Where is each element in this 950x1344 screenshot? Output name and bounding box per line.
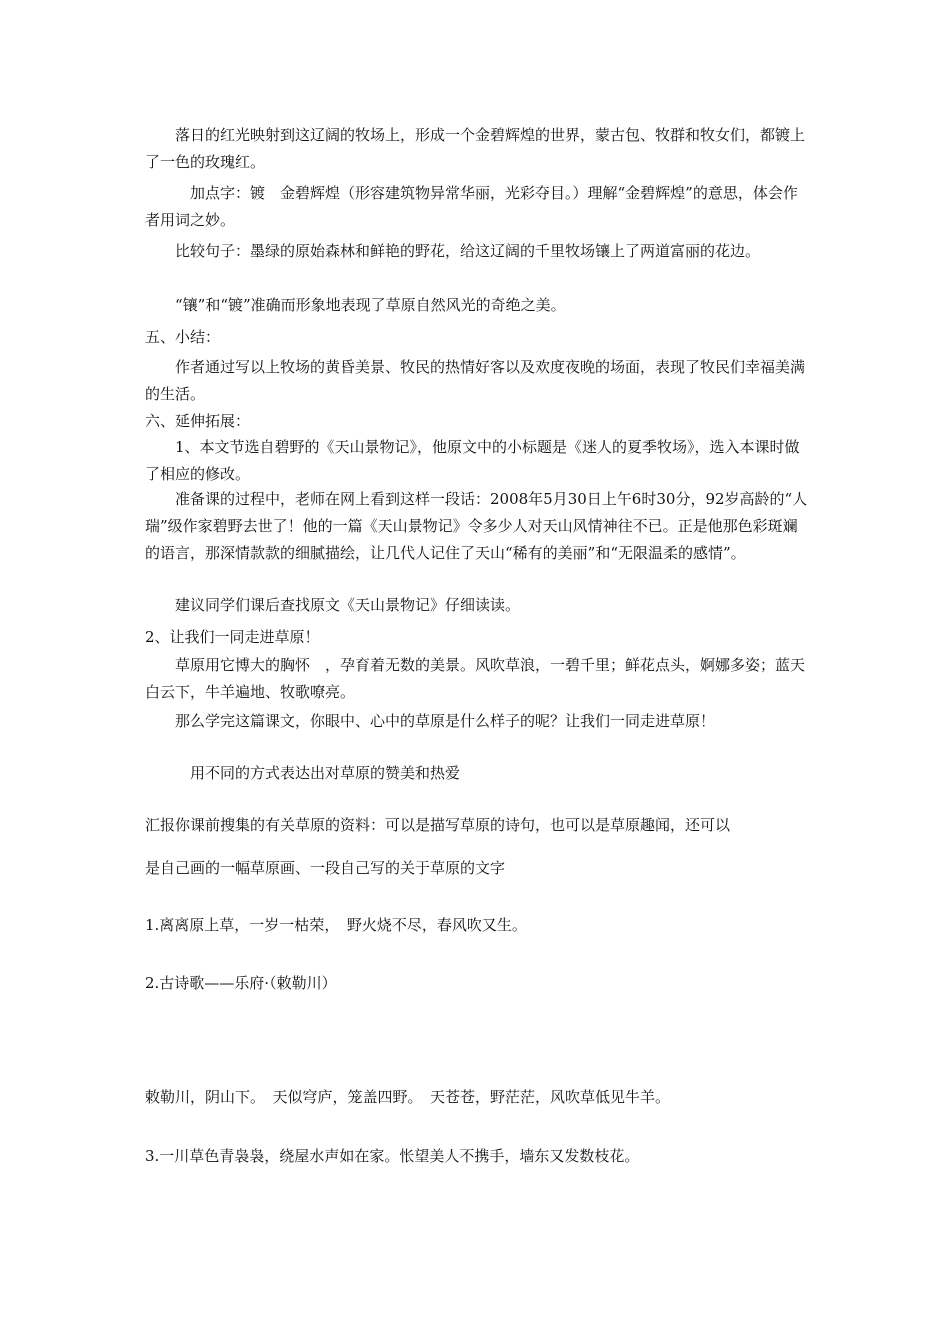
section-heading-extension: 六、延伸拓展：	[145, 412, 251, 430]
poem-2-body: 敕勒川，阴山下。 天似穹庐，笼盖四野。 天苍苍，野茫茫，风吹草低见牛羊。	[145, 1088, 671, 1106]
poem-1: 1.离离原上草，一岁一枯荣， 野火烧不尽，春风吹又生。	[145, 916, 527, 934]
paragraph-summary: 作者通过写以上牧场的黄昏美景、牧民的热情好客以及欢度夜晚的场面，表现了牧民们幸福美满的生活。	[145, 358, 806, 403]
paragraph-suggestion: 建议同学们课后查找原文《天山景物记》仔细读读。	[175, 596, 521, 614]
paragraph-extension-1: 1、本文节选自碧野的《天山景物记》，他原文中的小标题是《迷人的夏季牧场》，选入本课时做了相应的修改。	[145, 438, 800, 483]
section-heading-grassland: 2、让我们一同走进草原！	[145, 628, 320, 646]
poem-2-title: 2.古诗歌——乐府·（敕勒川）	[145, 974, 337, 992]
paragraph-report-2: 是自己画的一幅草原画、一段自己写的关于草原的文字	[145, 859, 506, 877]
paragraph-sunset: 落日的红光映射到这辽阔的牧场上，形成一个金碧辉煌的世界，蒙古包、牧群和牧女们，都镀上了一色的玫瑰红。	[145, 126, 806, 171]
paragraph-word-study: 加点字：镀 金碧辉煌（形容建筑物异常华丽，光彩夺目。）理解“金碧辉煌”的意思，体会作者用词之妙。	[145, 184, 798, 229]
paragraph-xiang-du: “镶”和“镀”准确而形象地表现了草原自然风光的奇绝之美。	[175, 296, 566, 314]
paragraph-biye-news: 准备课的过程中，老师在网上看到这样一段话：2008年5月30日上午6时30分，92岁高龄的“人瑞”级作家碧野去世了！他的一篇《天山景物记》令多少人对天山风情神往不已。正是他那色彩斑斓的语言，那深情款款的细腻描绘，让几代人记住了天山“稀有的美丽”和“无限温柔的感情”。	[145, 490, 808, 562]
section-heading-summary: 五、小结：	[145, 328, 221, 346]
paragraph-compare-sentence: 比较句子：墨绿的原始森林和鲜艳的野花，给这辽阔的千里牧场镶上了两道富丽的花边。	[175, 242, 761, 260]
paragraph-express-love: 用不同的方式表达出对草原的赞美和热爱	[190, 764, 461, 782]
paragraph-grassland: 草原用它博大的胸怀 ，孕育着无数的美景。风吹草浪，一碧千里；鲜花点头，婀娜多姿；蓝天白云下，牛羊遍地、牧歌嘹亮。	[145, 656, 806, 701]
paragraph-question: 那么学完这篇课文，你眼中、心中的草原是什么样子的呢？让我们一同走进草原！	[175, 712, 716, 730]
poem-3: 3.一川草色青袅袅，绕屋水声如在家。怅望美人不携手，墙东又发数枝花。	[145, 1147, 640, 1165]
paragraph-report-1: 汇报你课前搜集的有关草原的资料：可以是描写草原的诗句，也可以是草原趣闻，还可以	[145, 816, 731, 834]
